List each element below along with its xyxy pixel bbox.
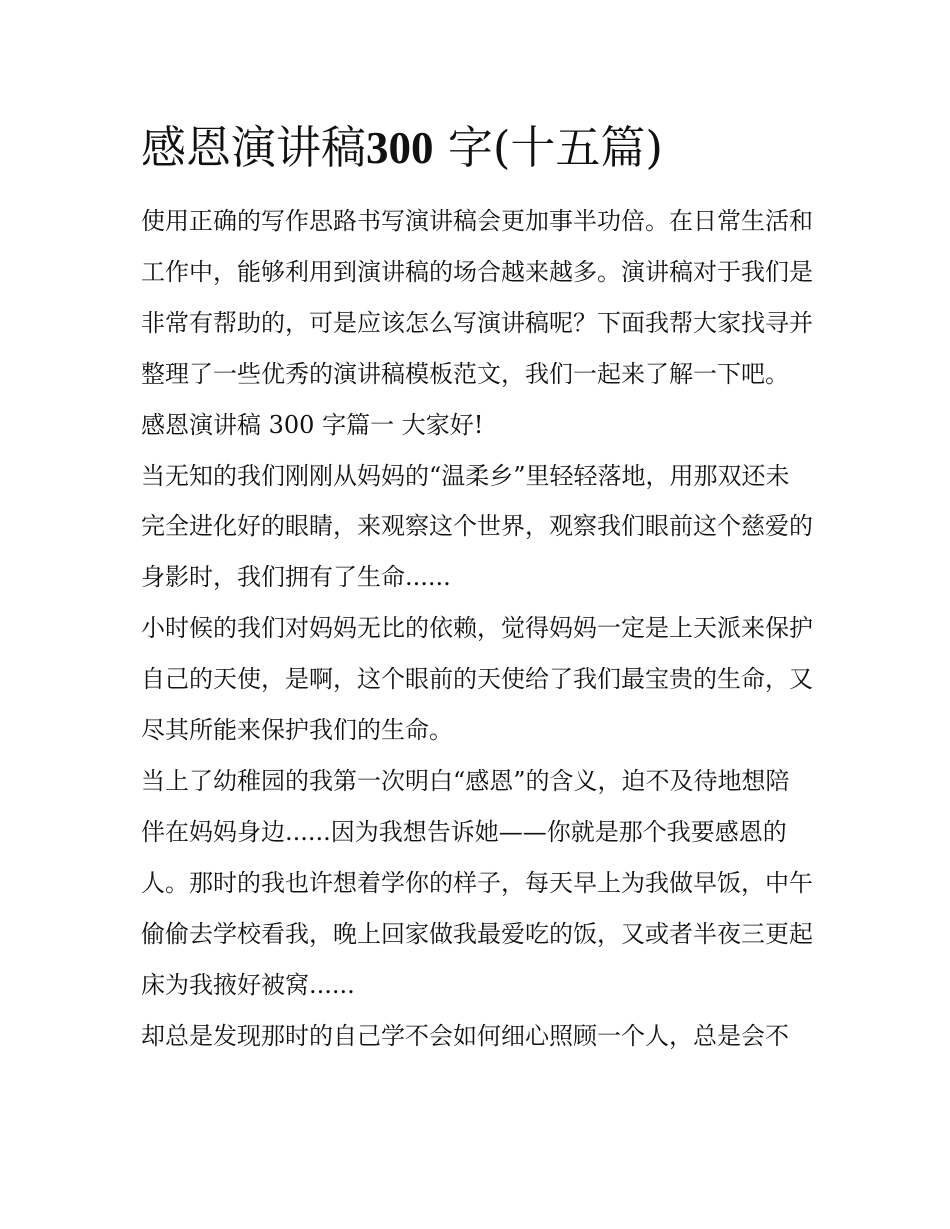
paragraph-heading-1: 感恩演讲稿 300 字篇一 大家好!: [141, 410, 484, 439]
document-body: [141, 196, 813, 1061]
paragraph-intro: 使用正确的写作思路书写演讲稿会更加事半功倍。在日常生活和工作中，能够利用到演讲稿的场合越来越多。演讲稿对于我们是非常有帮助的，可是应该怎么写演讲稿呢？下面我帮大家找寻并整理了一些优秀的演讲稿模板范文，我们一起来了解一下吧。: [141, 207, 813, 388]
title-suffix: 字(十五篇): [433, 121, 663, 174]
paragraph-3: 小时候的我们对妈妈无比的依赖，觉得妈妈一定是上天派来保护自己的天使，是啊，这个眼前的天使给了我们最宝贵的生命，又尽其所能来保护我们的生命。: [141, 614, 813, 745]
title-text: 感恩演讲稿: [141, 121, 367, 174]
title-number: 300: [366, 123, 434, 173]
paragraph-2: 当无知的我们刚刚从妈妈的“温柔乡”里轻轻落地，用那双还未完全进化好的眼睛，来观察这个世界，观察我们眼前这个慈爱的身影时，我们拥有了生命......: [141, 461, 813, 592]
document-page: [141, 0, 813, 1229]
paragraph-5: 却总是发现那时的自己学不会如何细心照顾一个人，总是会不: [141, 1021, 789, 1050]
paragraph-4: 当上了幼稚园的我第一次明白“感恩”的含义，迫不及待地想陪伴在妈妈身边......因为我想告诉她——你就是那个我要感恩的人。那时的我也许想着学你的样子，每天早上为我做早饭，中午偷偷去学校看我，晚上回家做我最爱吃的饭，又或者半夜三更起床为我掖好被窝......: [141, 766, 813, 999]
page-title: [141, 118, 663, 178]
